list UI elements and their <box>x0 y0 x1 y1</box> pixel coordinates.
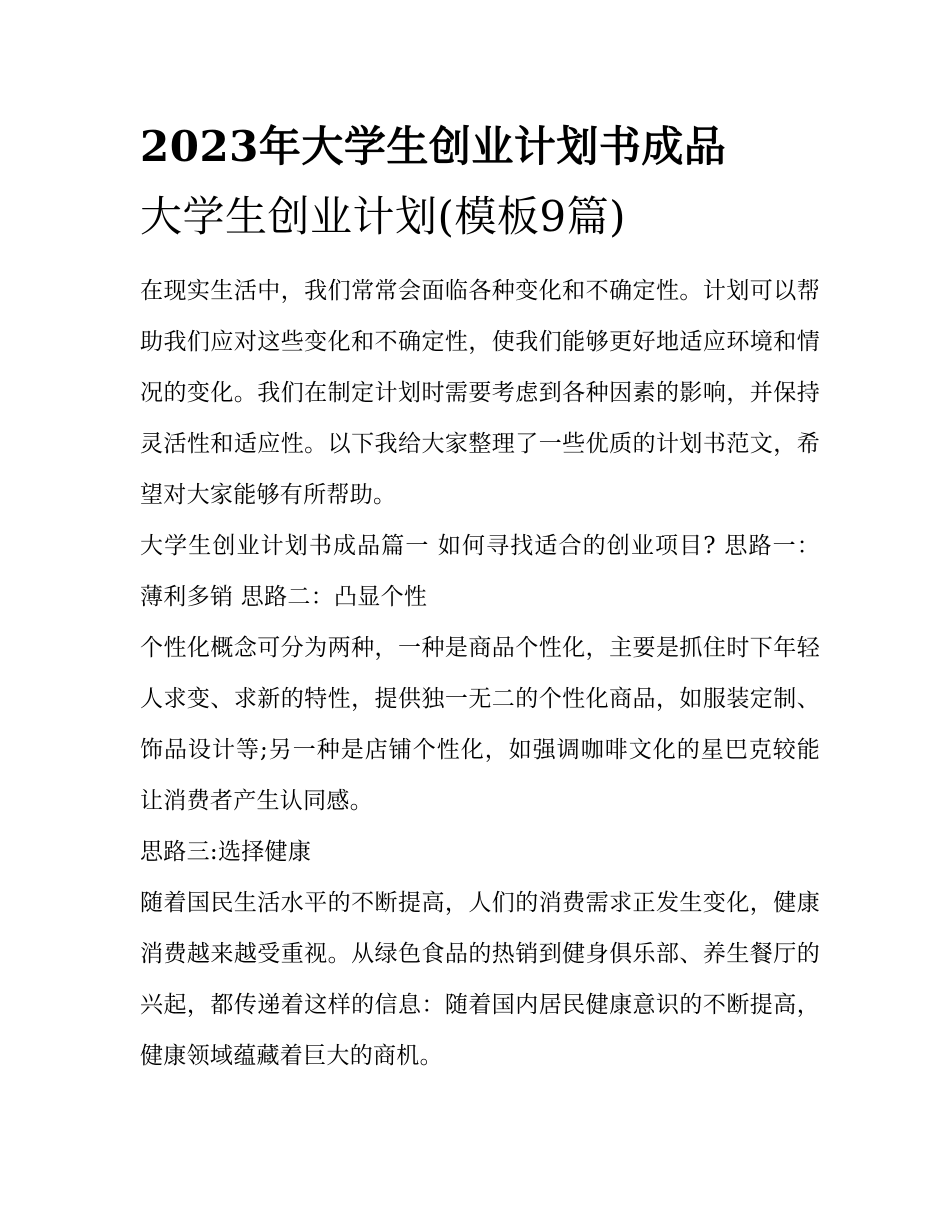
personalization-paragraph: 个性化概念可分为两种，一种是商品个性化，主要是抓住时下年轻人求变、求新的特性，提供独一无二的个性化商品，如服装定制、饰品设计等;另一种是店铺个性化，如强调咖啡文化的星巴克较能让消费者产生认同感。 <box>140 635 820 814</box>
title-line-2: 大学生创业计划(模板9篇) <box>140 192 626 241</box>
document-body <box>140 112 820 1082</box>
health-paragraph: 随着国民生活水平的不断提高，人们的消费需求正发生变化，健康消费越来越受重视。从绿色食品的热销到健身俱乐部、养生餐厅的兴起，都传递着这样的信息：随着国内居民健康意识的不断提高，健康领域蕴藏着巨大的商机。 <box>140 890 820 1069</box>
idea-three-heading: 思路三:选择健康 <box>140 839 312 865</box>
intro-paragraph: 在现实生活中，我们常常会面临各种变化和不确定性。计划可以帮助我们应对这些变化和不确定性，使我们能够更好地适应环境和情况的变化。我们在制定计划时需要考虑到各种因素的影响，并保持灵活性和适应性。以下我给大家整理了一些优质的计划书范文，希望对大家能够有所帮助。 <box>140 278 820 508</box>
title-line-1: 2023年大学生创业计划书成品 <box>140 122 727 171</box>
section-heading-paragraph: 大学生创业计划书成品篇一 如何寻找适合的创业项目? 思路一：薄利多销 思路二：凸显个性 <box>140 533 820 610</box>
document-title <box>140 112 820 252</box>
